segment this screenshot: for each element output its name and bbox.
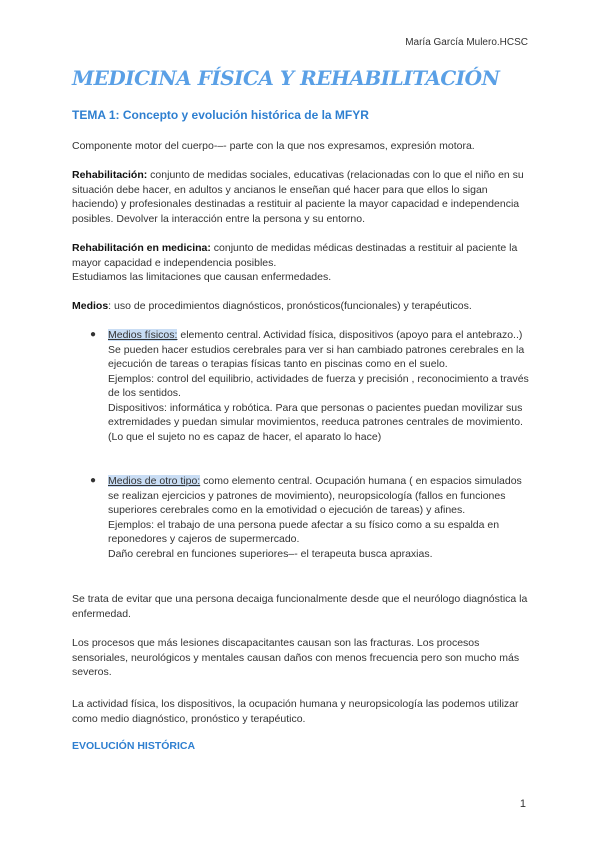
term-rehabilitacion: Rehabilitación: — [72, 169, 148, 181]
bullet-line2: Ejemplos: el trabajo de una persona puede afectar a su físico como a su espalda en reponedores y cajeros de supermercado. — [108, 518, 500, 545]
tema-heading: TEMA 1: Concepto y evolución histórica de la MFYR — [72, 108, 369, 122]
bullet-list-medios-otro-tipo — [90, 474, 530, 561]
list-item — [90, 474, 530, 561]
bullet-marker: ● — [90, 475, 97, 486]
highlight-medios-otro-tipo: Medios de otro tipo: — [108, 475, 201, 487]
list-item — [90, 328, 530, 444]
bullet-list-medios-fisicos — [90, 328, 530, 444]
paragraph-componente-motor: Componente motor del cuerpo-–- parte con la que nos expresamos, expresión motora. — [72, 140, 475, 152]
rehabilitacion-medicina-text: conjunto de medidas médicas destinadas a restituir al paciente la mayor capacidad e independencia posibles. — [72, 242, 518, 269]
bullet-text: como elemento central. Ocupación humana ( en espacios simulados se realizan ejercicios y patrones de movimiento), neuropsicología (fallos en funciones superiores cerebrales como en la emotividad o ejecución de tareas) y afines. — [108, 475, 522, 516]
term-medios: Medios — [72, 300, 109, 312]
section-heading-evolucion: EVOLUCIÓN HISTÓRICA — [72, 740, 196, 752]
highlight-medios-fisicos: Medios físicos: — [108, 329, 178, 341]
rehabilitacion-medicina-line2: Estudiamos las limitaciones que causan enfermedades. — [72, 271, 332, 283]
bullet-line3: Dispositivos: informática y robótica. Para que personas o pacientes puedan movilizar sus extremidades y puedan simular movimientos, reeduca patrones centrales de movimiento. (Lo que el sujeto no es capaz de hacer, el aparato lo hace) — [108, 401, 523, 443]
page-number: 1 — [519, 798, 526, 810]
paragraph-medios — [72, 299, 532, 314]
bullet-marker: ● — [90, 329, 97, 340]
bullet-line2: Ejemplos: control del equilibrio, actividades de fuerza y precisión , reconocimiento a través de los sentidos. — [108, 372, 529, 399]
paragraph-procesos: Los procesos que más lesiones discapacitantes causan son las fracturas. Los procesos sensoriales, neurológicos y mentales causan daños con menos frecuencia pero son mucho más severos. — [72, 637, 520, 678]
rehabilitacion-text: conjunto de medidas sociales, educativas (relacionadas con lo que el niño en su situación debe hacer, en adultos y ancianos le enseñan qué hacer para que ellos lo sigan haciendo) y profesionales destinadas a restituir al paciente la mayor capacidad e independencia posibles. Devolver la interacción entre la persona y su entorno. — [72, 169, 524, 225]
bullet-line3: Daño cerebral en funciones superiores–- el terapeuta busca apraxias. — [108, 547, 433, 560]
paragraph-rehabilitacion — [72, 168, 532, 226]
term-rehabilitacion-medicina: Rehabilitación en medicina: — [72, 242, 211, 254]
paragraph-decaiga: Se trata de evitar que una persona decaiga funcionalmente desde que el neurólogo diagnóstica la enfermedad. — [72, 593, 528, 620]
paragraph-rehabilitacion-medicina — [72, 241, 532, 285]
header-author: María García Mulero.HCSC — [405, 37, 528, 48]
paragraph-actividad-fisica: La actividad física, los dispositivos, la ocupación humana y neuropsicología las podemos utilizar como medio diagnóstico, pronóstico y terapéutico. — [72, 698, 519, 725]
bullet-text: elemento central. Actividad física, dispositivos (apoyo para el antebrazo..) Se pueden hacer estudios cerebrales para ver si han cambiado patrones cerebrales en la ejecución de tareas o terapias físicas tanto en piscinas como en el suelo. — [108, 329, 525, 370]
medios-text: : uso de procedimientos diagnósticos, pronósticos(funcionales) y terapéuticos. — [108, 300, 472, 312]
document-title: MEDICINA FÍSICA Y REHABILITACIÓN — [72, 66, 500, 90]
